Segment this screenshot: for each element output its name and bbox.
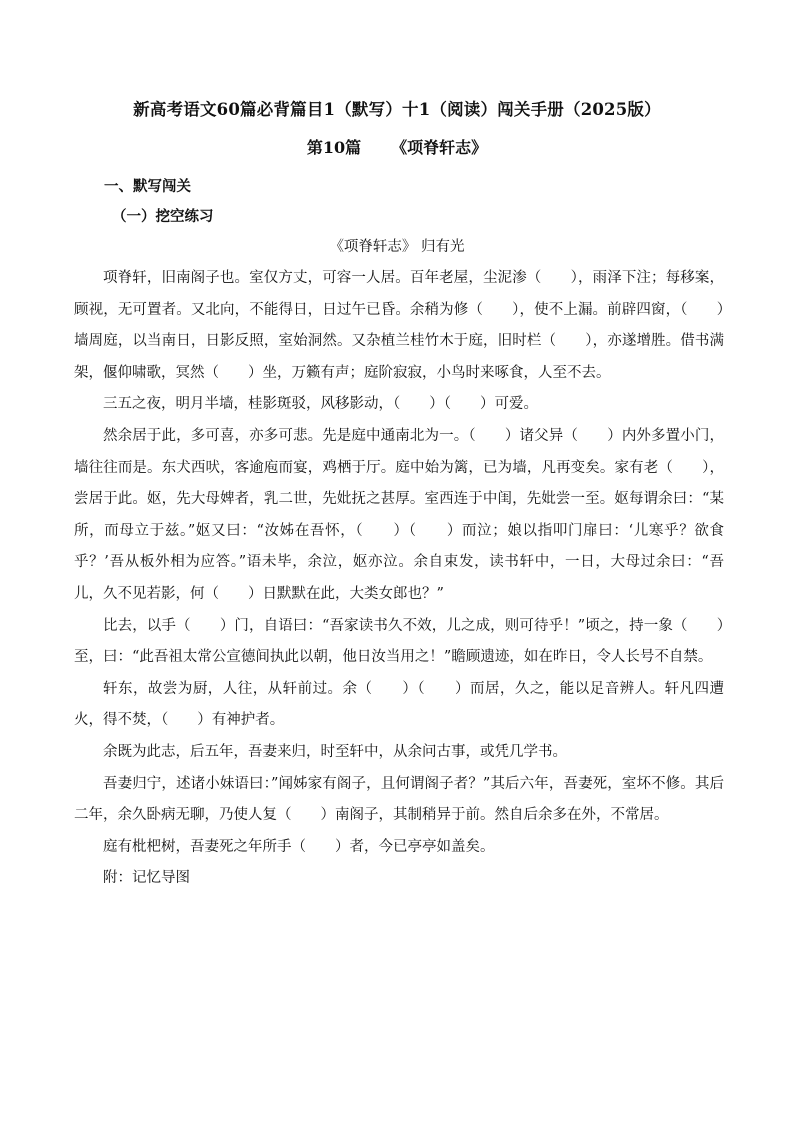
paragraph-4: 比去，以手（ ）门，自语曰：“吾家读书久不效，儿之成，则可待乎！”顷之，持一象（ ）至，曰：“此吾祖太常公宣德间执此以朝，他日汝当用之！”瞻顾遗迹，如在昨日，令人长号不自禁。	[74, 617, 724, 666]
paragraph-6: 余既为此志，后五年，吾妻来归，时至轩中，从余问古事，或凭几学书。	[103, 743, 567, 760]
paragraph-7: 吾妻归宁，述诸小妹语曰：”闻姊家有阁子，且何谓阁子者？”其后六年，吾妻死，室坏不修。其后二年，余久卧病无聊，乃使人复（ ）南阁子，其制稍异于前。然自后余多在外，不常居。	[74, 775, 724, 824]
article-title: 《项脊轩志》	[391, 138, 488, 157]
section-heading: 一、默写闯关	[104, 178, 191, 195]
memory-map-label: 附：记忆导图	[103, 870, 190, 887]
paragraph-5: 轩东，故尝为厨，人往，从轩前过。余（ ）（ ）而居，久之，能以足音辨人。轩凡四遭火，得不焚，（ ）有神护者。	[74, 680, 724, 729]
paragraph-2: 三五之夜，明月半墙，桂影斑驳，风移影动，（ ）（ ）可爱。	[103, 396, 538, 413]
text-byline: 《项脊轩志》 归有光	[329, 239, 465, 255]
paragraph-1: 项脊轩，旧南阁子也。室仅方丈，可容一人居。百年老屋，尘泥渗（ ），雨泽下注；每移案，顾视，无可置者。又北向，不能得日，日过午已昏。余稍为修（ ），使不上漏。前辟四窗，（ ）墙周庭，以当南日，日影反照，室始洞然。又杂植兰桂竹木于庭，旧时栏（ ），亦遂增胜。借书满架，偃仰啸歌，冥然（ ）坐，万籁有声；庭阶寂寂，小鸟时来啄食，人至不去。	[74, 270, 724, 381]
document-title: 新高考语文60篇必背篇目1（默写）十1（阅读）闯关手册（2025版）	[133, 100, 661, 119]
article-heading	[0, 135, 794, 158]
paragraph-3: 然余居于此，多可喜，亦多可悲。先是庭中通南北为一。（ ）诸父异（ ）内外多置小门，墙往往而是。东犬西吠，客逾庖而宴，鸡栖于厅。庭中始为篱，已为墙，凡再变矣。家有老（ ），尝居于此。妪，先大母婢者，乳二世，先妣抚之甚厚。室西连于中闺，先妣尝一至。妪每谓余曰：“某所，而母立于兹。”妪又曰：“汝姊在吾怀，（ ）（ ）而泣；娘以指叩门扉曰：‘儿寒乎？欲食乎？’吾从板外相为应答。”语未毕，余泣，妪亦泣。余自束发，读书轩中，一日，大母过余曰：“吾儿，久不见若影，何（ ）日默默在此，大类女郎也？”	[74, 427, 724, 602]
paragraph-8: 庭有枇杷树，吾妻死之年所手（ ）者，今已亭亭如盖矣。	[103, 838, 495, 855]
cloze-text-body	[74, 263, 724, 895]
article-number: 第10篇	[306, 138, 362, 157]
subsection-heading: （一）挖空练习	[112, 208, 214, 225]
